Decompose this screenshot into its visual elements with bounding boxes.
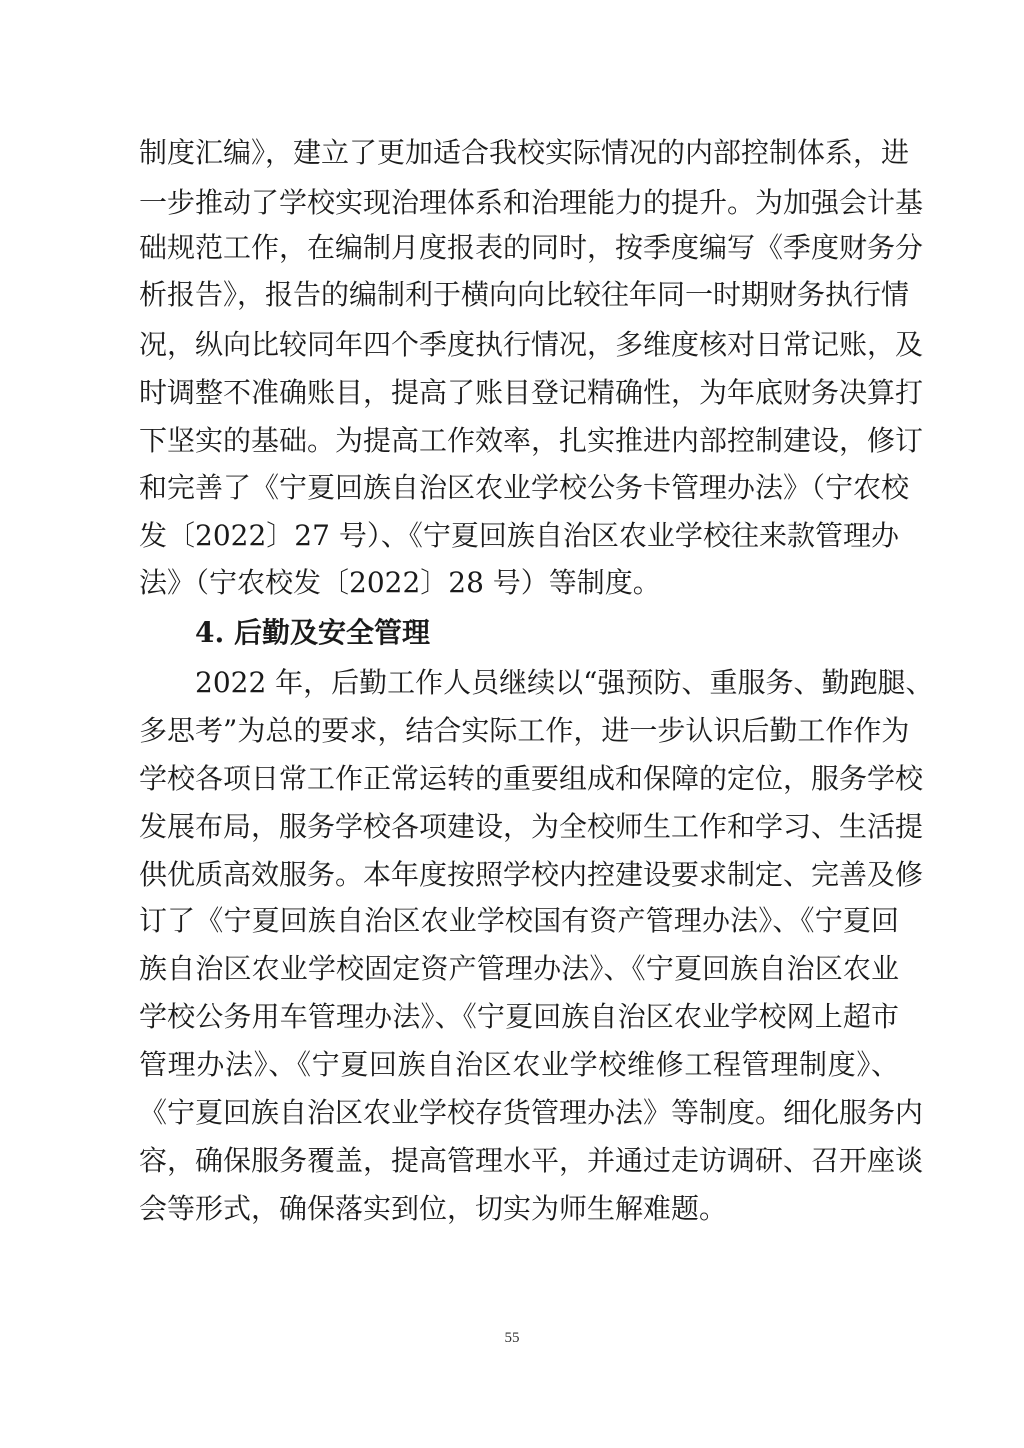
paragraph-line: 学校各项日常工作正常运转的重要组成和保障的定位，服务学校 bbox=[139, 762, 924, 795]
paragraph-line: 一步推动了学校实现治理体系和治理能力的提升。为加强会计基 bbox=[139, 186, 924, 219]
paragraph-line: 础规范工作，在编制月度报表的同时，按季度编写《季度财务分 bbox=[139, 231, 924, 264]
section-heading: 4. 后勤及安全管理 bbox=[195, 616, 430, 649]
paragraph-line: 发展布局，服务学校各项建设，为全校师生工作和学习、生活提 bbox=[139, 810, 924, 843]
paragraph-line: 会等形式，确保落实到位，切实为师生解难题。 bbox=[139, 1192, 728, 1225]
paragraph-line: 订了《宁夏回族自治区农业学校国有资产管理办法》、《宁夏回 bbox=[139, 904, 899, 937]
paragraph-line: 容，确保服务覆盖，提高管理水平，并通过走访调研、召开座谈 bbox=[139, 1144, 924, 1177]
paragraph-line: 多思考”为总的要求，结合实际工作，进一步认识后勤工作作为 bbox=[139, 714, 910, 747]
paragraph-line: 下坚实的基础。为提高工作效率，扎实推进内部控制建设，修订 bbox=[139, 424, 924, 457]
paragraph-line: 发〔2022〕27 号）、《宁夏回族自治区农业学校往来款管理办 bbox=[139, 519, 899, 552]
paragraph-line: 时调整不准确账目，提高了账目登记精确性，为年底财务决算打 bbox=[139, 376, 924, 409]
paragraph-line: 和完善了《宁夏回族自治区农业学校公务卡管理办法》（宁农校 bbox=[139, 471, 910, 504]
paragraph-line: 况，纵向比较同年四个季度执行情况，多维度核对日常记账，及 bbox=[139, 328, 924, 361]
page-number: 55 bbox=[504, 1330, 520, 1346]
paragraph-line: 学校公务用车管理办法》、《宁夏回族自治区农业学校网上超市 bbox=[139, 1000, 899, 1033]
paragraph-line: 2022 年，后勤工作人员继续以“强预防、重服务、勤跑腿、 bbox=[195, 666, 934, 699]
paragraph-line: 族自治区农业学校固定资产管理办法》、《宁夏回族自治区农业 bbox=[139, 952, 899, 985]
paragraph-line: 析报告》，报告的编制利于横向向比较往年同一时期财务执行情 bbox=[139, 278, 910, 311]
paragraph-line: 法》（宁农校发〔2022〕28 号）等制度。 bbox=[139, 566, 661, 599]
paragraph-line: 《宁夏回族自治区农业学校存货管理办法》等制度。细化服务内 bbox=[139, 1096, 924, 1129]
paragraph-line: 管理办法》、《宁夏回族自治区农业学校维修工程管理制度》、 bbox=[139, 1048, 899, 1081]
paragraph-line: 供优质高效服务。本年度按照学校内控建设要求制定、完善及修 bbox=[139, 858, 924, 891]
paragraph-line: 制度汇编》，建立了更加适合我校实际情况的内部控制体系，进 bbox=[139, 136, 910, 169]
